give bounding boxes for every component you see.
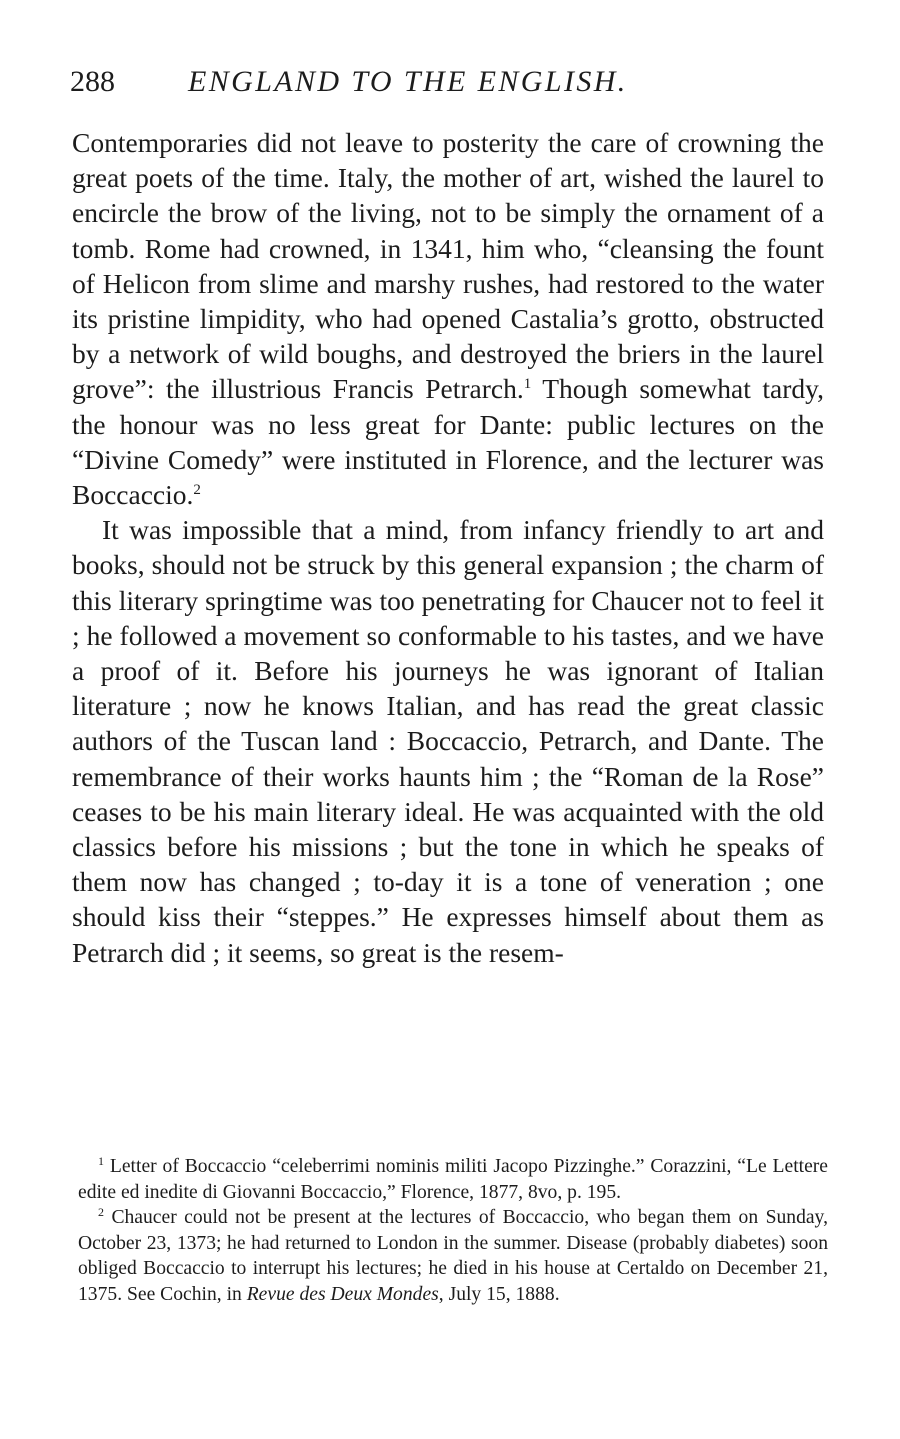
journal-title: Revue des Deux Mondes [246,1283,439,1305]
paragraph [72,125,824,512]
paragraph-text: Contemporaries did not leave to posterity the care of crowning the great poets of the time. Italy, the mother of art, wished the laurel to encircle the brow of the living, not to be simply the ornament of a tomb. Rome had crowned, in 1341, him who, “cleansing the fount of Helicon from slime and marshy rushes, had restored to the water its pristine limpidity, who had opened Castalia’s grotto, obstructed by a network of wild boughs, and destroyed the briers in the laurel grove”: the illustrious Francis Petrarch. [72,127,824,405]
paragraph-text: It was impossible that a mind, from infancy friendly to art and books, should not be struck by this general expansion ; the charm of this literary springtime was too penetrating for Chaucer not to feel it ; he followed a movement so conformable to his tastes, and we have a proof of it. Before his journeys he was ignorant of Italian literature ; now he knows Italian, and has read the great classic authors of the Tuscan land : Boccaccio, Petrarch, and Dante. The remembrance of their works haunts him ; the “Roman de la Rose” ceases to be his main literary ideal. He was acquainted with the old classics before his missions ; but the tone in which he speaks of them now has changed ; to-day it is a tone of veneration ; one should kiss their “steppes.” He expresses himself about them as Petrarch did ; it seems, so great is the resem- [72,514,824,968]
footnote-text-end: , July 15, 1888. [438,1283,560,1305]
footnote-text: Letter of Boccaccio “celeberrimi nominis militi Jacopo Pizzinghe.” Corazzini, “Le Lettere edite ed inedite di Giovanni Boccaccio,” Florence, 1877, 8vo, p. 195. [78,1156,829,1203]
page-number: 288 [70,65,115,98]
footnote-text: Chaucer could not be present at the lectures of Boccaccio, who began them on Sunday, October 23, 1373; he had returned to London in the summer. Disease (probably diabetes) soon obliged Boccaccio to interrupt his lectures; he died in his house at Certaldo on December 21, 1375. See Cochin, in [78,1207,828,1305]
footnote-ref-2: 2 [193,482,201,499]
footnote-marker: 2 [98,1205,104,1219]
paragraph [72,512,824,970]
footnote [78,1205,828,1307]
running-title: ENGLAND TO THE ENGLISH. [188,65,628,98]
footnotes [78,1154,828,1307]
footnote-ref-1: 1 [523,376,532,393]
footnote-marker: 1 [98,1154,104,1168]
footnote [78,1154,828,1205]
paragraph-text-continued: Though somewhat tardy, the honour was no less great for Dante: public lectures on the “Divine Comedy” were instituted in Florence, and the lecturer was Boccaccio. [72,373,824,511]
page-header [70,62,830,102]
main-text [72,125,824,970]
